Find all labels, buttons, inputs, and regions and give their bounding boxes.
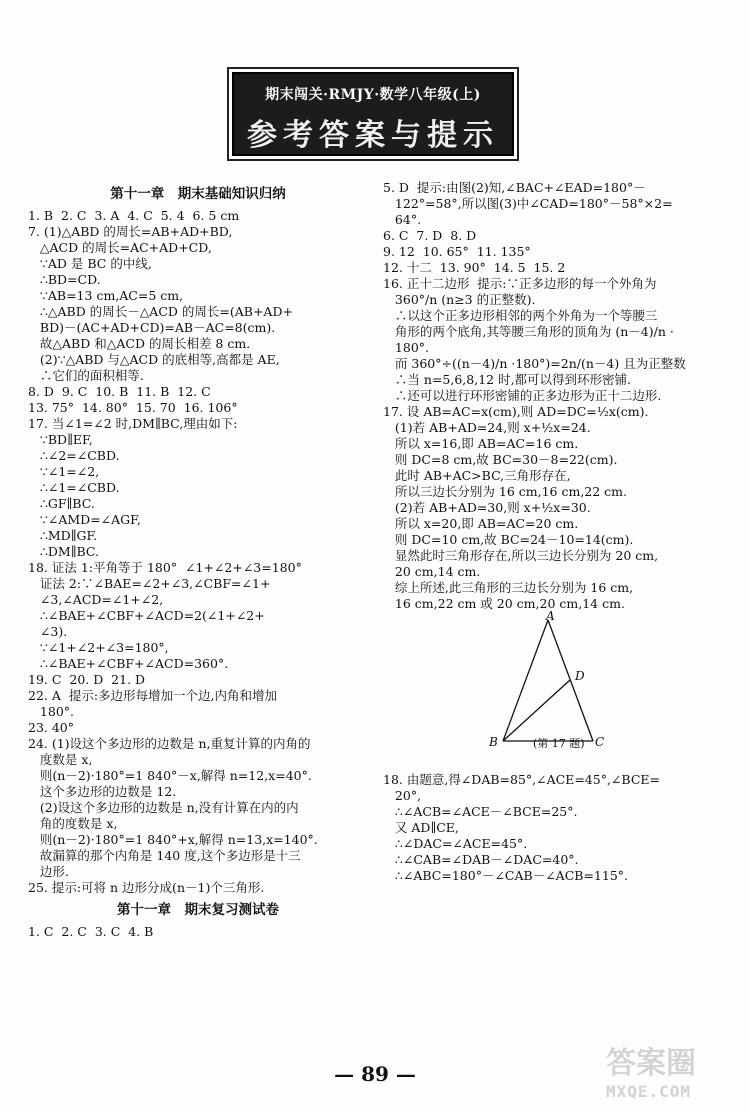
- vertex-a-label: A: [546, 609, 555, 623]
- answer-line: ∴GF∥BC.: [28, 496, 95, 511]
- answer-line: 18. 证法 1:平角等于 180° ∠1+∠2+∠3=180°: [28, 560, 302, 575]
- answer-line: 所以 x=20,即 AB=AC=20 cm.: [383, 516, 579, 531]
- triangle-diagram: [493, 616, 613, 751]
- answer-line: ∴∠2=∠CBD.: [28, 448, 120, 463]
- answer-line: ∴还可以进行环形密铺的正多边形为正十二边形.: [383, 388, 662, 403]
- answer-line: 所以 x=16,即 AB=AC=16 cm.: [383, 436, 579, 451]
- answer-line: 64°.: [383, 212, 422, 227]
- answer-line: 故△ABD 和△ACD 的周长相差 8 cm.: [28, 336, 251, 351]
- answer-line: ∴∠BAE+∠CBF+∠ACD=2(∠1+∠2+: [28, 608, 265, 623]
- figure-caption: (第 17 题): [533, 737, 585, 750]
- answer-line: (2)∵△ABD 与△ACD 的底相等,高都是 AE,: [28, 352, 280, 367]
- answer-line: 9. 12 10. 65° 11. 135°: [383, 244, 531, 259]
- answer-line: ∴DM∥BC.: [28, 544, 99, 559]
- triangle-figure: [383, 609, 723, 766]
- answer-line: 122°=58°,所以图(3)中∠CAD=180°－58°×2=: [383, 196, 673, 211]
- answer-line: ∵∠1+∠2+∠3=180°,: [28, 640, 169, 655]
- answer-line: 13. 75° 14. 80° 15. 70 16. 106°: [28, 400, 238, 415]
- answer-line: 22. A 提示:多边形每增加一个边,内角和增加: [28, 688, 278, 703]
- answer-line: 17. 设 AB=AC=x(cm),则 AD=DC=½x(cm).: [383, 404, 649, 419]
- answer-line: 20°,: [383, 788, 422, 803]
- right-column: [383, 180, 723, 884]
- answer-line: 边形.: [28, 864, 69, 879]
- answer-line: 18. 由题意,得∠DAB=85°,∠ACE=45°,∠BCE=: [383, 772, 660, 787]
- answer-line: 5. D 提示:由图(2)知,∠BAC+∠EAD=180°－: [383, 180, 646, 195]
- answer-line: 则 DC=10 cm,故 BC=24－10=14(cm).: [383, 532, 634, 547]
- answer-line: 19. C 20. D 21. D: [28, 672, 146, 687]
- answer-line: 证法 2:∵∠BAE=∠2+∠3,∠CBF=∠1+: [28, 576, 271, 591]
- answer-line: ∠3,∠ACD=∠1+∠2,: [28, 592, 164, 607]
- answer-line: 角形的两个底角,其等腰三角形的顶角为 (n－4)/n ·: [383, 324, 674, 339]
- right-answer-lines-bottom: [383, 772, 723, 884]
- answer-line: 则(n－2)·180°=1 840°+x,解得 n=13,x=140°.: [28, 832, 318, 847]
- answer-line: ∵AB=13 cm,AC=5 cm,: [28, 288, 184, 303]
- answer-line: ∠3).: [28, 624, 68, 639]
- answer-line: 23. 40°: [28, 720, 75, 735]
- answer-line: ∴∠CAB=∠DAB－∠DAC=40°.: [383, 852, 579, 867]
- answer-line: ∵∠1=∠2,: [28, 464, 100, 479]
- answer-line: 24. (1)设这个多边形的边数是 n,重复计算的内角的: [28, 736, 311, 751]
- answer-line: 综上所述,此三角形的三边长分别为 16 cm,: [383, 580, 634, 595]
- answer-line: 180°.: [28, 704, 75, 719]
- answer-line: 180°.: [383, 340, 430, 355]
- answer-line: 6. C 7. D 8. D: [383, 228, 477, 243]
- answer-line: 则 DC=8 cm,故 BC=30－8=22(cm).: [383, 452, 618, 467]
- answer-line: 16. 正十二边形 提示:∵正多边形的每一个外角为: [383, 276, 657, 291]
- answer-line: ∴以这个正多边形相邻的两个外角为一个等腰三: [383, 308, 658, 323]
- answer-line: 这个多边形的边数是 12.: [28, 784, 177, 799]
- answer-line: 8. D 9. C 10. B 11. B 12. C: [28, 384, 211, 399]
- answer-line: ∴△ABD 的周长－△ACD 的周长=(AB+AD+: [28, 304, 293, 319]
- answer-line: 12. 十二 13. 90° 14. 5 15. 2: [383, 260, 566, 275]
- banner-subtitle: 期末闯关·RMJY·数学八年级(上): [265, 87, 481, 103]
- answer-line: 此时 AB+AC>BC,三角形存在,: [383, 468, 571, 483]
- section-title-basics: 第十一章 期末基础知识归纳: [110, 186, 286, 202]
- answer-line: 又 AD∥CE,: [383, 820, 459, 835]
- answer-line: 17. 当∠1=∠2 时,DM∥BC,理由如下:: [28, 416, 238, 431]
- answer-line: ∴MD∥GF.: [28, 528, 98, 543]
- answer-line: 25. 提示:可将 n 边形分成(n－1)个三角形.: [28, 880, 265, 895]
- watermark-logo-text: 答案圈: [606, 1046, 696, 1081]
- answer-line: 角的度数是 x,: [28, 816, 118, 831]
- answer-line: ∴∠BAE+∠CBF+∠ACD=360°.: [28, 656, 229, 671]
- answer-line: (2)若 AB+AD=30,则 x+½x=30.: [383, 500, 591, 515]
- vertex-b-label: B: [489, 735, 498, 749]
- vertex-c-label: C: [595, 735, 605, 749]
- watermark-url: MXQE.COM: [606, 1082, 692, 1101]
- answer-line: (1)若 AB+AD=24,则 x+½x=24.: [383, 420, 591, 435]
- answer-line: 7. (1)△ABD 的周长=AB+AD+BD,: [28, 224, 233, 239]
- answer-line: 1. B 2. C 3. A 4. C 5. 4 6. 5 cm: [28, 208, 240, 223]
- answer-line: (2)设这个多边形的边数是 n,没有计算在内的内: [28, 800, 299, 815]
- answer-line: ∴∠ACB=∠ACE－∠BCE=25°.: [383, 804, 578, 819]
- section-title-review-test: 第十一章 期末复习测试卷: [117, 902, 279, 918]
- site-watermark: [606, 1038, 736, 1100]
- page-number: — 89 —: [334, 1062, 416, 1086]
- banner-title: 参考答案与提示: [247, 118, 499, 153]
- right-answer-lines-top: [383, 180, 723, 612]
- answer-line: 16 cm,22 cm 或 20 cm,20 cm,14 cm.: [383, 596, 625, 611]
- answer-line: △ACD 的周长=AC+AD+CD,: [28, 240, 212, 255]
- answer-line: ∵∠AMD=∠AGF,: [28, 512, 141, 527]
- answer-line: 20 cm,14 cm.: [383, 564, 481, 579]
- answer-line: 故漏算的那个内角是 140 度,这个多边形是十三: [28, 848, 301, 863]
- answer-line: ∴当 n=5,6,8,12 时,都可以得到环形密铺.: [383, 372, 632, 387]
- left-answer-lines: [28, 208, 368, 896]
- answer-line: ∴∠DAC=∠ACE=45°.: [383, 836, 528, 851]
- answer-line: 显然此时三角形存在,所以三边长分别为 20 cm,: [383, 548, 659, 563]
- answer-line: ∴∠1=∠CBD.: [28, 480, 120, 495]
- answer-key-banner: [232, 72, 514, 156]
- answer-line: 1. C 2. C 3. C 4. B: [28, 924, 154, 939]
- answer-line: ∴BD=CD.: [28, 272, 101, 287]
- left-column: [28, 180, 368, 940]
- vertex-d-label: D: [575, 669, 585, 683]
- answer-line: 360°/n (n≥3 的正整数).: [383, 292, 536, 307]
- answer-line: ∵BD∥EF,: [28, 432, 93, 447]
- answer-line: ∴∠ABC=180°－∠CAB－∠ACB=115°.: [383, 868, 628, 883]
- answer-line: 所以三边长分别为 16 cm,16 cm,22 cm.: [383, 484, 628, 499]
- answer-line: BD)－(AC+AD+CD)=AB－AC=8(cm).: [28, 320, 276, 335]
- answer-line: ∵AD 是 BC 的中线,: [28, 256, 152, 271]
- answer-line: 则(n－2)·180°=1 840°－x,解得 n=12,x=40°.: [28, 768, 312, 783]
- answer-line: ∴它们的面积相等.: [28, 368, 144, 383]
- answer-line: 而 360°÷((n－4)/n ·180°)=2n/(n－4) 且为正整数: [383, 356, 686, 371]
- answer-line: 度数是 x,: [28, 752, 93, 767]
